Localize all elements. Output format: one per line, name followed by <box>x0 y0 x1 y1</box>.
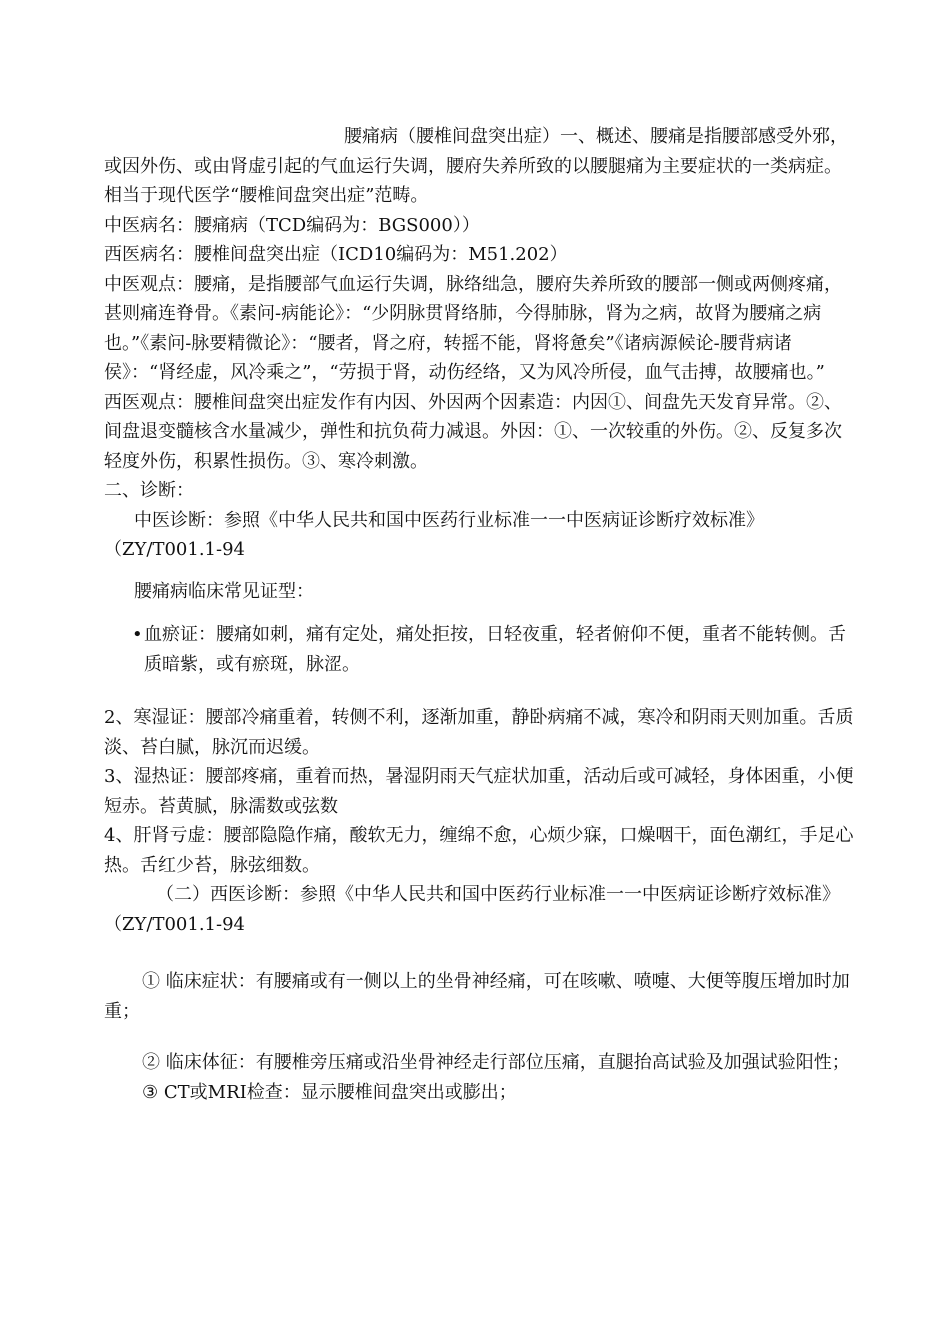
syndrome-liver-kidney: 4、肝肾亏虚：腰部隐隐作痛，酸软无力，缠绵不愈，心烦少寐，口燥咽干，面色潮红，手足心热。舌红少苔，脉弦细数。 <box>104 825 854 876</box>
tcm-diagnosis: 中医诊断：参照《中华人民共和国中医药行业标准一一中医病证诊断疗效标准》（ZY/T001.1-94 <box>104 509 764 560</box>
tcm-disease-name: 中医病名：腰痛病（TCD编码为：BGS000）） <box>104 214 480 236</box>
criteria-imaging: ③ CT或MRI检查：显示腰椎间盘突出或膨出； <box>142 1081 517 1103</box>
syndrome-damp-heat: 3、湿热证：腰部疼痛，重着而热，暑湿阴雨天气症状加重，活动后或可减轻，身体困重，小便短赤。苔黄腻，脉濡数或弦数 <box>104 766 854 817</box>
bullet-mark: • <box>132 624 143 645</box>
wm-disease-name: 西医病名：腰椎间盘突出症（ICD10编码为：M51.202） <box>104 244 568 265</box>
criteria-clinical-symptoms: ① 临床症状：有腰痛或有一侧以上的坐骨神经痛，可在咳嗽、喷嚏、大便等腹压增加时加重； <box>104 971 850 1022</box>
syndromes-title: 腰痛病临床常见证型： <box>134 580 314 602</box>
wm-diagnosis: （二）西医诊断：参照《中华人民共和国中医药行业标准一一中医病证诊断疗效标准》（ZY/T001.1-94 <box>104 884 840 935</box>
intro-paragraph: 腰痛病（腰椎间盘突出症）一、概述、腰痛是指腰部感受外邪，或因外伤、或由肾虚引起的气血运行失调，腰府失养所致的以腰腿痛为主要症状的一类病症。相当于现代医学“腰椎间盘突出症”范畴。 <box>104 126 848 206</box>
syndrome-text: 血瘀证：腰痛如刺，痛有定处，痛处拒按，日轻夜重，轻者俯仰不便，重者不能转侧。舌质暗紫，或有瘀斑，脉涩。 <box>144 624 846 675</box>
syndrome-blood-stasis <box>104 620 858 679</box>
syndrome-cold-damp: 2、寒湿证：腰部冷痛重着，转侧不利，逐渐加重，静卧病痛不减，寒冷和阴雨天则加重。舌质淡、苔白腻，脉沉而迟缓。 <box>104 707 854 758</box>
tcm-viewpoint: 中医观点：腰痛，是指腰部气血运行失调，脉络绌急，腰府失养所致的腰部一侧或两侧疼痛，甚则痛连脊骨。《素问-病能论》：“少阴脉贯肾络肺，今得肺脉，肾为之病，故肾为腰痛之病也。”《素问-脉要精微论》：“腰者，肾之府，转摇不能，肾将惫矣”《诸病源候论-腰背病诸侯》：“肾经虚，风冷乘之”，“劳损于肾，动伤经络，又为风冷所侵，血气击搏，故腰痛也。” <box>104 273 842 383</box>
criteria-clinical-signs: ② 临床体征：有腰椎旁压痛或沿坐骨神经走行部位压痛，直腿抬高试验及加强试验阳性； <box>142 1052 850 1073</box>
section-diagnosis-heading: 二、诊断： <box>104 480 194 501</box>
wm-viewpoint: 西医观点：腰椎间盘突出症发作有内因、外因两个因素造：内因①、间盘先天发育异常。②、间盘退变髓核含水量减少，弹性和抗负荷力减退。外因：①、一次较重的外伤。②、反复多次轻度外伤，积累性损伤。③、寒冷刺激。 <box>104 391 842 472</box>
